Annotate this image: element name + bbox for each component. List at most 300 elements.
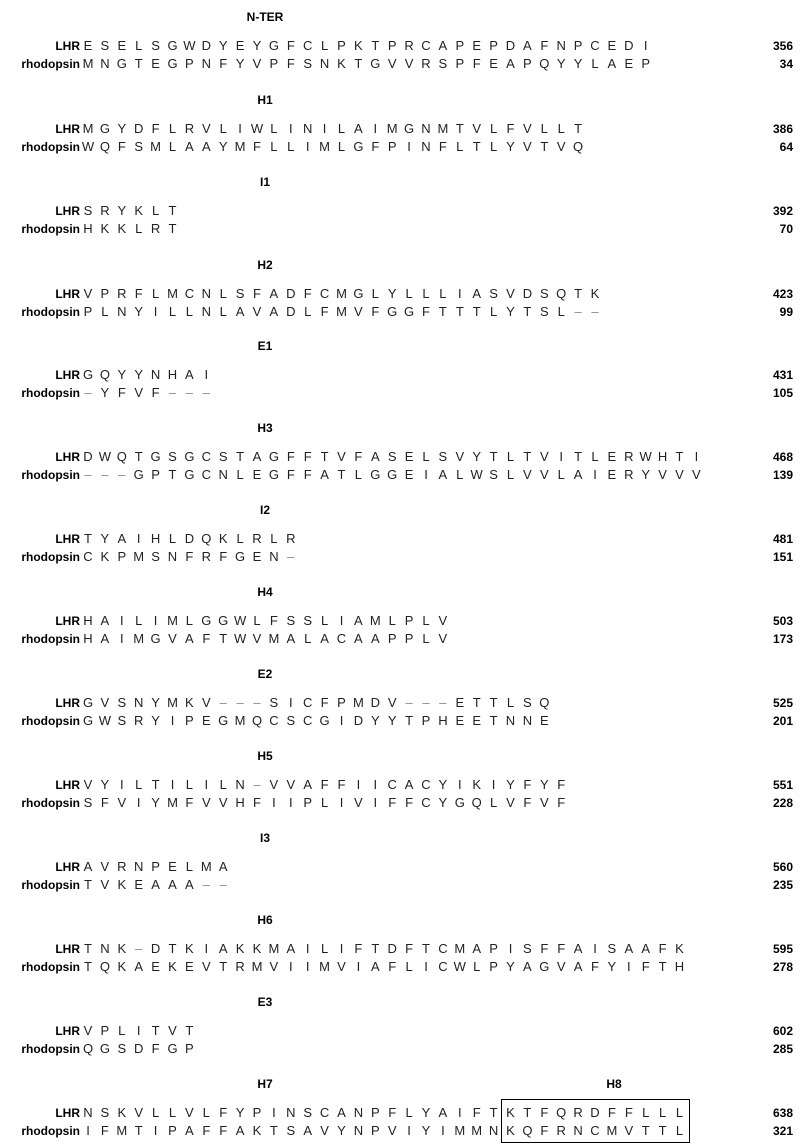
residue: K [117,1105,127,1120]
residue: T [84,877,92,892]
residue: I [593,941,597,956]
residue: P [151,467,160,482]
residue: L [354,467,362,482]
residue-end-number: 431 [772,368,793,382]
residue: L [557,467,565,482]
residue: W [183,38,196,53]
residue: L [456,139,464,154]
residue: I [288,695,293,710]
residue: L [320,941,329,956]
residue: E [252,467,262,482]
residue: F [557,795,566,810]
residue: T [337,467,346,482]
residue: V [117,795,127,810]
residue: F [405,795,414,810]
residue: F [540,38,549,53]
residue: I [136,531,141,546]
residue: A [185,631,194,646]
residue: F [320,777,329,792]
residue: Y [506,304,515,319]
gap-mark: – [168,385,177,400]
residue: N [167,549,178,564]
residue: I [204,941,209,956]
residue: V [556,139,566,154]
gap-mark: – [101,467,109,482]
residue: A [354,613,363,628]
residue: T [472,304,481,319]
gap-mark: – [84,467,92,482]
residue: F [388,1105,397,1120]
residue: V [337,449,346,464]
residue: A [438,1105,448,1120]
gap-mark: – [202,877,210,892]
residue: I [457,777,462,792]
residue: L [219,121,227,136]
residue: K [117,941,127,956]
residue: V [556,959,566,974]
residue: I [508,941,513,956]
residue: S [438,56,448,71]
residue: N [100,56,110,71]
region-title: H6 [257,913,273,927]
residue: H [83,221,93,236]
residue: E [455,713,465,728]
residue: A [218,941,228,956]
residue: I [305,139,310,154]
residue: V [134,1105,144,1120]
residue: S [218,449,228,464]
residue: T [185,1023,194,1038]
alignment-block-h7 [0,1077,800,1147]
residue: C [201,467,211,482]
residue: E [168,859,177,874]
residue: E [404,467,414,482]
residue: C [438,941,448,956]
sequence-row-rhodopsin [0,221,800,237]
residue: F [472,1105,481,1120]
residue: G [404,121,415,136]
residue: M [268,941,280,956]
residue: Q [82,1041,94,1056]
residue: T [422,941,430,956]
residue-end-number: 285 [772,1042,793,1056]
residue: Q [471,795,482,810]
sequence-row-rhodopsin [0,467,800,483]
region-title: H4 [257,585,273,599]
residue: T [168,221,177,236]
residue: I [238,121,242,136]
residue: Y [117,367,127,382]
residue: D [522,286,533,301]
residue: L [337,139,346,154]
residue: S [151,549,160,564]
residue: Y [506,777,515,792]
residue: T [489,713,498,728]
residue: K [185,941,194,956]
residue: Q [556,286,567,301]
residue: S [303,613,313,628]
residue: P [185,713,194,728]
row-label: rhodopsin [21,878,80,892]
residue: V [83,286,93,301]
residue: G [218,713,229,728]
residue: S [489,467,498,482]
residue: K [337,56,346,71]
residue: F [100,795,109,810]
residue: T [371,941,380,956]
residue: W [250,121,264,136]
residue: H [83,631,93,646]
residue: L [185,304,193,319]
residue: L [304,631,312,646]
residue: Y [117,121,127,136]
residue: I [424,467,428,482]
residue: P [83,304,93,319]
gap-mark: – [135,941,143,956]
residue: F [219,1105,228,1120]
row-label: rhodopsin [21,222,80,236]
residue-end-number: 503 [772,614,793,628]
residue: L [253,613,261,628]
residue: I [626,959,631,974]
gap-mark: – [405,695,413,710]
residue: S [539,286,549,301]
residue: S [83,795,93,810]
residue: Y [472,449,482,464]
residue: F [253,139,261,154]
residue: F [371,304,380,319]
residue: Y [218,139,228,154]
residue: P [455,38,465,53]
residue: S [523,941,532,956]
residue: Y [100,385,110,400]
residue: F [472,56,481,71]
residue: L [675,1105,684,1120]
residue: E [151,56,160,71]
residue: R [252,531,262,546]
residue: K [506,1105,515,1120]
residue: L [168,304,177,319]
residue: V [252,304,262,319]
residue: L [422,613,430,628]
residue: F [269,613,278,628]
sequence-row-lhr [0,1023,800,1039]
row-label: rhodopsin [21,1042,80,1056]
residue: F [253,286,261,301]
residue: I [457,286,462,301]
sequence-row-rhodopsin [0,549,800,565]
residue: A [523,38,532,53]
residue: F [658,941,667,956]
residue: E [151,959,160,974]
residue: A [168,877,177,892]
sequence-row-lhr [0,367,800,383]
residue: T [489,695,498,710]
sequence-row-rhodopsin [0,959,800,975]
residue: I [119,613,124,628]
alignment-block-h4 [0,585,800,655]
residue: I [373,795,378,810]
row-label: rhodopsin [21,468,80,482]
residue: G [82,713,94,728]
residue: N [201,286,211,301]
residue: E [134,877,144,892]
residue: T [523,304,532,319]
residue: P [489,941,498,956]
residue: A [370,449,380,464]
residue: M [82,56,94,71]
residue: G [184,467,195,482]
residue: G [370,56,381,71]
residue: I [305,941,310,956]
residue: I [119,631,124,646]
residue: S [523,695,532,710]
residue: M [336,286,347,301]
residue: E [472,38,482,53]
gap-mark: – [422,695,430,710]
residue: V [201,959,211,974]
residue: V [269,777,279,792]
residue: L [270,139,278,154]
residue: D [150,941,161,956]
residue: L [304,304,312,319]
residue: R [184,121,195,136]
residue: F [438,139,447,154]
residue: F [151,1041,160,1056]
residue: F [134,286,143,301]
residue: F [388,959,397,974]
residue: G [268,38,279,53]
residue: I [136,1023,141,1038]
residue: T [540,139,549,154]
residue: C [302,713,313,728]
residue: L [287,139,295,154]
residue: E [117,38,127,53]
residue: F [286,449,295,464]
residue: L [439,286,447,301]
residue: I [694,449,699,464]
residue: A [185,139,194,154]
residue: G [353,139,364,154]
residue: I [491,777,496,792]
residue: W [98,713,112,728]
residue: F [540,1123,549,1138]
residue: V [387,1123,397,1138]
residue: T [455,304,464,319]
alignment-block-i3 [0,831,800,901]
residue: C [83,549,93,564]
residue: L [219,777,227,792]
residue: F [117,139,126,154]
residue: F [117,385,126,400]
sequence-row-lhr [0,695,800,711]
residue: A [134,959,144,974]
residue: C [319,286,330,301]
residue: K [252,941,262,956]
residue: N [488,1123,499,1138]
row-label: rhodopsin [21,960,80,974]
residue: F [202,1123,211,1138]
residue: G [268,449,279,464]
sequence-row-lhr [0,286,800,302]
gap-mark: – [591,304,599,319]
residue: F [591,959,599,974]
residue: K [134,203,144,218]
residue: I [356,959,361,974]
residue: S [83,203,93,218]
residue: T [523,1105,532,1120]
residue: K [168,959,177,974]
residue: G [235,549,246,564]
residue: A [201,139,211,154]
residue: A [100,631,110,646]
residue: K [675,941,684,956]
residue-end-number: 386 [772,122,793,136]
residue: N [117,304,127,319]
residue-end-number: 64 [779,140,793,154]
residue: A [269,286,279,301]
residue: L [675,1123,684,1138]
residue-end-number: 99 [779,305,793,319]
residue: I [153,1123,158,1138]
residue: N [319,56,330,71]
residue: M [234,139,246,154]
residue: S [303,56,313,71]
sequence-row-lhr [0,941,800,957]
residue: D [184,531,195,546]
region-title: E3 [257,995,273,1009]
residue: C [421,38,431,53]
residue: L [506,695,515,710]
residue: I [272,795,276,810]
residue: V [100,859,110,874]
residue: A [185,877,194,892]
gap-mark: – [253,777,261,792]
residue: Y [151,795,160,810]
residue: N [353,1123,364,1138]
residue: K [117,959,127,974]
alignment-block-i1 [0,175,800,245]
residue: A [269,304,279,319]
alignment-block-e1 [0,339,800,409]
residue: P [489,38,498,53]
sequence-row-lhr [0,449,800,465]
residue-end-number: 105 [772,386,793,400]
gap-mark: – [118,467,126,482]
residue: P [151,859,160,874]
residue: Y [506,959,515,974]
residue-end-number: 638 [772,1106,793,1120]
residue: F [219,56,228,71]
residue: M [251,959,263,974]
residue: L [270,121,278,136]
residue: A [320,631,329,646]
residue-end-number: 595 [772,942,793,956]
residue: C [590,38,600,53]
residue: K [218,531,228,546]
residue: S [117,1041,127,1056]
sequence-row-lhr [0,531,800,547]
residue: L [591,56,599,71]
residue: E [185,959,194,974]
row-label: rhodopsin [21,305,80,319]
residue: P [100,1023,110,1038]
residue: R [117,286,127,301]
residue: G [99,1041,110,1056]
residue-end-number: 468 [772,450,793,464]
residue: L [202,1105,210,1120]
residue: E [252,549,262,564]
residue: K [117,221,127,236]
residue: L [185,777,193,792]
residue: V [624,1123,634,1138]
residue: L [168,139,177,154]
residue: F [523,777,532,792]
sequence-row-lhr [0,203,800,219]
residue: T [489,449,498,464]
residue: W [470,467,483,482]
residue: F [303,449,312,464]
residue: V [354,304,363,319]
sequence-row-rhodopsin [0,713,800,729]
residue: C [184,286,195,301]
residue: T [134,449,143,464]
residue: A [404,777,414,792]
residue: N [150,367,161,382]
residue: T [84,941,92,956]
residue: R [421,56,431,71]
residue: F [388,795,397,810]
residue: V [168,1023,177,1038]
residue: K [590,286,600,301]
residue: I [288,795,293,810]
residue: L [405,959,413,974]
row-label: rhodopsin [21,386,80,400]
residue: M [454,941,466,956]
residue: V [252,56,262,71]
residue: E [607,449,617,464]
residue: Y [556,56,566,71]
residue: M [116,1123,128,1138]
residue-end-number: 139 [772,468,793,482]
residue: G [319,713,330,728]
residue: L [489,121,498,136]
residue: K [252,1123,262,1138]
row-label: LHR [55,614,80,628]
residue: V [100,695,110,710]
sequence-row-lhr [0,777,800,793]
residue: P [337,38,346,53]
residue: T [641,1123,650,1138]
residue: A [523,959,532,974]
residue: V [320,1123,329,1138]
residue: Q [539,695,550,710]
residue: L [506,449,515,464]
alignment-block-e2 [0,667,800,737]
residue: P [269,56,279,71]
residue: N [353,1105,364,1120]
residue: M [268,631,280,646]
residue: V [201,695,211,710]
residue-end-number: 423 [772,287,793,301]
alignment-block-h6 [0,913,800,983]
residue: L [388,613,396,628]
residue-end-number: 602 [772,1024,793,1038]
residue: L [557,121,565,136]
residue: L [185,613,193,628]
residue: C [201,449,211,464]
residue: G [184,449,195,464]
